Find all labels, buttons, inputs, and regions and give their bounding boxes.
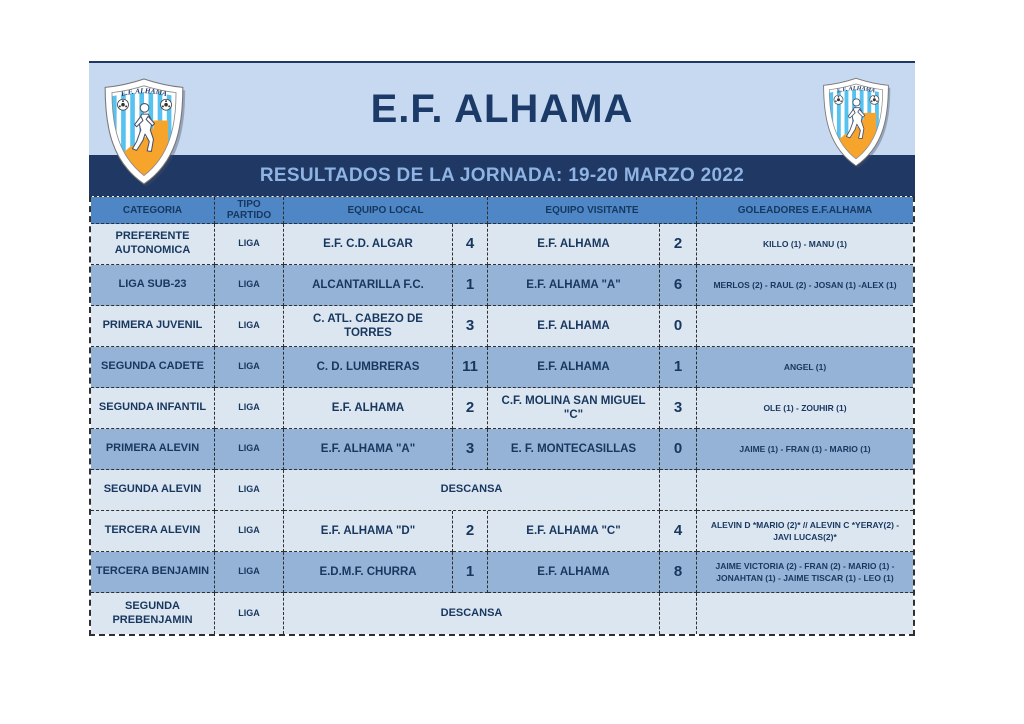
cell-equipo-visitante: C.F. MOLINA SAN MIGUEL "C" (488, 388, 660, 429)
cell-score-visitante: 2 (660, 224, 697, 265)
cell-categoria: TERCERA BENJAMIN (91, 552, 215, 593)
cell-score-local: 2 (453, 388, 488, 429)
cell-equipo-visitante: E.F. ALHAMA (488, 306, 660, 347)
cell-categoria: PREFERENTE AUTONOMICA (91, 224, 215, 265)
cell-tipo-partido: LIGA (215, 593, 284, 634)
table-row (91, 306, 913, 347)
table-row (91, 224, 913, 265)
cell-score-local: 3 (453, 429, 488, 470)
cell-score-local: 2 (453, 511, 488, 552)
header-tipo-partido: TIPO PARTIDO (215, 197, 284, 224)
cell-score-visitante: 4 (660, 511, 697, 552)
cell-goleadores: KILLO (1) - MANU (1) (697, 224, 913, 265)
table-body (91, 224, 913, 634)
table-row (91, 347, 913, 388)
cell-score-local: 11 (453, 347, 488, 388)
header-equipo-local: EQUIPO LOCAL (284, 197, 488, 224)
page-title: E.F. ALHAMA (370, 86, 634, 131)
cell-score-visitante: 1 (660, 347, 697, 388)
cell-goleadores (697, 470, 913, 511)
cell-equipo-local: C. D. LUMBRERAS (284, 347, 453, 388)
cell-tipo-partido: LIGA (215, 429, 284, 470)
cell-equipo-visitante: E.F. ALHAMA (488, 552, 660, 593)
table-header-row (91, 197, 913, 224)
table-row (91, 552, 913, 593)
cell-equipo-local: C. ATL. CABEZO DE TORRES (284, 306, 453, 347)
cell-goleadores: OLE (1) - ZOUHIR (1) (697, 388, 913, 429)
cell-score-visitante: 0 (660, 429, 697, 470)
cell-equipo-visitante: E. F. MONTECASILLAS (488, 429, 660, 470)
cell-descansa: DESCANSA (284, 470, 660, 511)
results-banner-text: RESULTADOS DE LA JORNADA: 19-20 MARZO 2022 (259, 164, 745, 186)
cell-score-local: 1 (453, 552, 488, 593)
header-equipo-visitante: EQUIPO VISITANTE (488, 197, 697, 224)
cell-goleadores: JAIME (1) - FRAN (1) - MARIO (1) (697, 429, 913, 470)
header-categoria: CATEGORIA (91, 197, 215, 224)
table-row (91, 388, 913, 429)
cell-equipo-local: E.F. ALHAMA "D" (284, 511, 453, 552)
results-banner (89, 155, 915, 196)
cell-categoria: TERCERA ALEVIN (91, 511, 215, 552)
cell-equipo-local: ALCANTARILLA F.C. (284, 265, 453, 306)
cell-goleadores: JAIME VICTORIA (2) - FRAN (2) - MARIO (1) - JONAHTAN (1) - JAIME TISCAR (1) - LEO (1) (697, 552, 913, 593)
cell-score-local: 4 (453, 224, 488, 265)
cell-tipo-partido: LIGA (215, 552, 284, 593)
club-crest-right-icon (821, 76, 891, 169)
cell-score-visitante: 0 (660, 306, 697, 347)
cell-categoria: SEGUNDA ALEVIN (91, 470, 215, 511)
cell-tipo-partido: LIGA (215, 470, 284, 511)
cell-equipo-local: E.F. C.D. ALGAR (284, 224, 453, 265)
cell-score-visitante (660, 470, 697, 511)
cell-categoria: SEGUNDA INFANTIL (91, 388, 215, 429)
cell-score-visitante: 6 (660, 265, 697, 306)
header-goleadores: GOLEADORES E.F.ALHAMA (697, 197, 913, 224)
table-row (91, 265, 913, 306)
cell-score-visitante (660, 593, 697, 634)
cell-tipo-partido: LIGA (215, 224, 284, 265)
cell-categoria: SEGUNDA PREBENJAMIN (91, 593, 215, 634)
club-crest-left-icon (102, 76, 186, 188)
cell-goleadores (697, 306, 913, 347)
cell-tipo-partido: LIGA (215, 347, 284, 388)
table-row (91, 511, 913, 552)
table-row (91, 429, 913, 470)
cell-goleadores: ALEVIN D *MARIO (2)* // ALEVIN C *YERAY(2) - JAVI LUCAS(2)* (697, 511, 913, 552)
cell-equipo-local: E.D.M.F. CHURRA (284, 552, 453, 593)
cell-goleadores: ANGEL (1) (697, 347, 913, 388)
cell-equipo-visitante: E.F. ALHAMA (488, 347, 660, 388)
cell-tipo-partido: LIGA (215, 388, 284, 429)
table-row (91, 470, 913, 511)
table-row (91, 593, 913, 634)
cell-tipo-partido: LIGA (215, 265, 284, 306)
cell-categoria: PRIMERA ALEVIN (91, 429, 215, 470)
cell-score-visitante: 3 (660, 388, 697, 429)
cell-descansa: DESCANSA (284, 593, 660, 634)
cell-equipo-local: E.F. ALHAMA (284, 388, 453, 429)
cell-equipo-visitante: E.F. ALHAMA "C" (488, 511, 660, 552)
header-band (89, 61, 915, 155)
cell-goleadores: MERLOS (2) - RAUL (2) - JOSAN (1) -ALEX (1) (697, 265, 913, 306)
cell-score-local: 3 (453, 306, 488, 347)
cell-equipo-visitante: E.F. ALHAMA (488, 224, 660, 265)
cell-categoria: LIGA SUB-23 (91, 265, 215, 306)
cell-categoria: PRIMERA JUVENIL (91, 306, 215, 347)
cell-goleadores (697, 593, 913, 634)
cell-categoria: SEGUNDA CADETE (91, 347, 215, 388)
cell-tipo-partido: LIGA (215, 511, 284, 552)
content-area (89, 61, 915, 636)
cell-equipo-local: E.F. ALHAMA "A" (284, 429, 453, 470)
results-table (89, 196, 915, 636)
cell-equipo-visitante: E.F. ALHAMA "A" (488, 265, 660, 306)
cell-score-visitante: 8 (660, 552, 697, 593)
cell-tipo-partido: LIGA (215, 306, 284, 347)
cell-score-local: 1 (453, 265, 488, 306)
